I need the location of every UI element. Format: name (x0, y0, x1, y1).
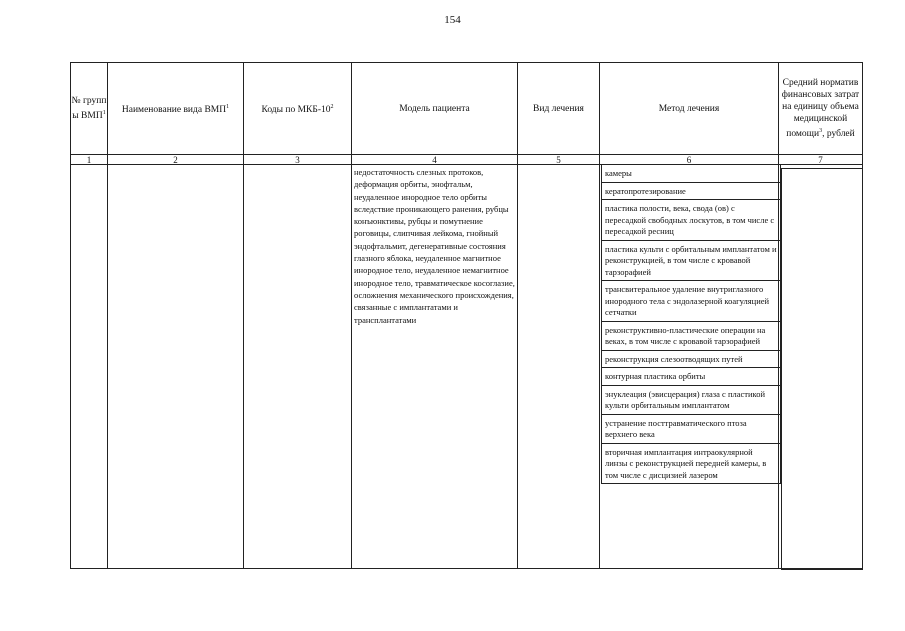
header-patient-model: Модель пациента (399, 103, 470, 114)
method-item: реконструкция слезоотводящих путей (602, 351, 780, 369)
header-group-number: № групп ы ВМП$^1$ (71, 95, 107, 122)
column-number: 1 (86, 155, 92, 165)
method-item: вторичная имплантация интраокулярной линзы с реконструкцией передней камеры, в том числе с дисцизией лазером (605, 446, 767, 480)
column-number: 7 (818, 155, 823, 165)
header-treatment-method: Метод лечения (658, 103, 720, 114)
treatment-methods-list (601, 165, 781, 484)
table-bottom-border (70, 568, 863, 569)
average-cost-cell (781, 168, 863, 570)
patient-model-cell: недостаточность слезных протоков, деформация орбиты, энофтальм, неудаленное инородное тело орбиты вследствие проникающего ранения, рубцы конъюнктивы, рубцы и помутнение роговицы, слипчивая лейкома, гнойный эндофтальмит, дегенеративные состояния глазного яблока, неудаленное магнитное инородное тело, неудаленное немагнитное инородное тело, травматическое косоглазие, осложнения механического происхождения, связанные с имплантатами и трансплантатами (354, 167, 515, 325)
header-treatment-type: Вид лечения (533, 103, 584, 114)
page-number: 154 (444, 14, 461, 26)
column-number: 4 (432, 155, 437, 165)
header-average-cost: Средний норматив финансовых затрат на единицу объема медицинской помощи$^3$, рублей (781, 77, 860, 140)
method-item: кератопротезирование (602, 183, 780, 201)
method-item: энуклеация (эвисцерация) глаза с пластикой культи орбитальным имплантатом (602, 386, 780, 415)
method-item: реконструктивно-пластические операции на веках, в том числе с кровавой тарзорафией (602, 322, 780, 351)
method-item: пластика полости, века, свода (ов) с пересадкой свободных лоскутов, в том числе с пересадкой ресниц (602, 200, 780, 241)
method-item: контурная пластика орбиты (602, 368, 780, 386)
header-vmp-type: Наименование вида ВМП$^1$ (121, 103, 230, 116)
column-number: 2 (173, 155, 178, 165)
method-item: устранение посттравматического птоза верхнего века (602, 415, 780, 444)
column-number: 6 (686, 155, 692, 165)
method-item: трансвитеральное удаление внутриглазного инородного тела с эндолазерной коагуляцией сетчатки (602, 281, 780, 322)
method-item: камеры (602, 165, 780, 183)
header-icd-codes: Коды по МКБ-$10^2$ (261, 103, 334, 116)
method-item: пластика культи с орбитальным имплантатом и реконструкцией, в том числе с кровавой тарзорафией (602, 241, 780, 282)
column-number: 5 (556, 155, 561, 165)
column-number: 3 (295, 155, 300, 165)
